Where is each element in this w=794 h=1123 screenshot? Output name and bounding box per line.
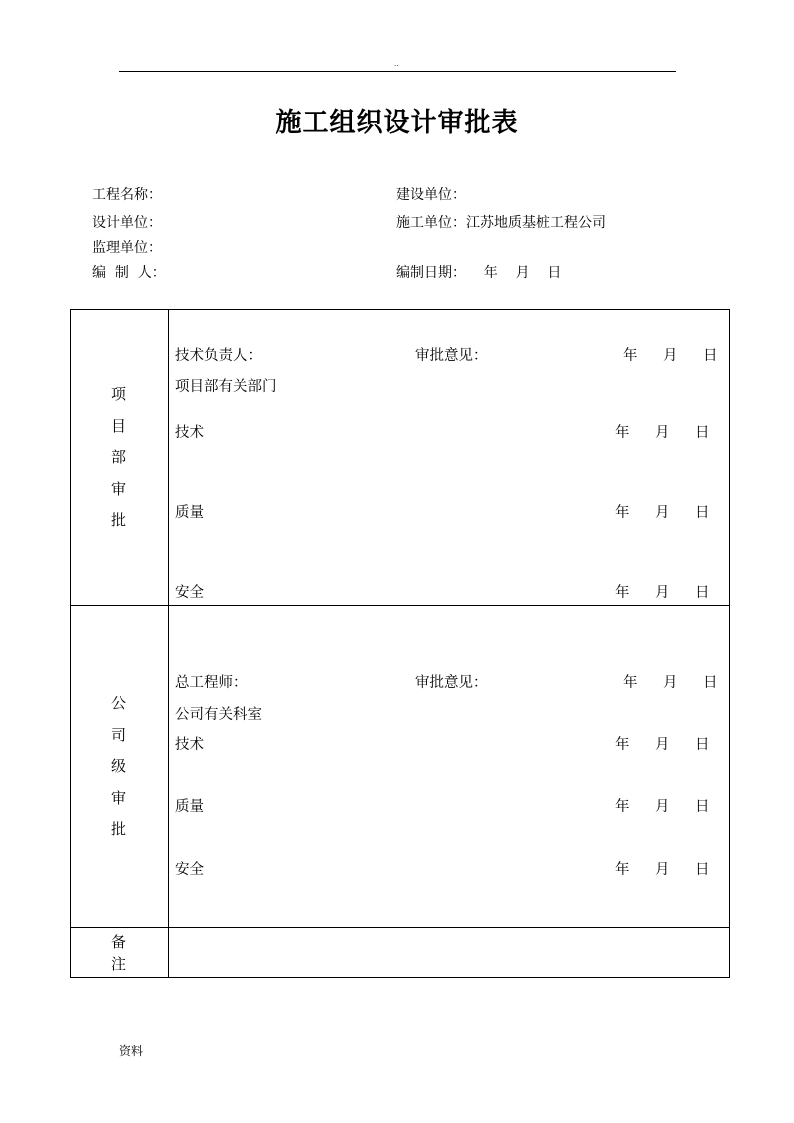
date-day: 日 [695, 505, 710, 521]
date-month: 月 [663, 348, 678, 364]
remarks-field[interactable] [169, 928, 729, 977]
construction-unit-label: 建设单位： [396, 187, 466, 203]
table-border-right [729, 309, 730, 978]
date-day: 日 [703, 675, 718, 691]
builder-unit-label: 施工单位：江苏地质基桩工程公司 [396, 215, 606, 231]
supervisor-unit-label: 监理单位： [92, 240, 162, 256]
table-border-bottom [70, 977, 730, 978]
page-title: 施工组织设计审批表 [275, 108, 519, 138]
date-day: 日 [695, 737, 710, 753]
date-month: 月 [655, 799, 670, 815]
company-dept-label: 公司有关科室 [175, 707, 262, 723]
company-section-char: 级 [111, 757, 127, 775]
compiler-label: 编 制 人： [92, 265, 166, 281]
date-year: 年 [615, 862, 630, 878]
table-border-left [70, 309, 71, 978]
tech-row-label: 技术 [175, 737, 204, 753]
header-rule [119, 71, 676, 72]
safety-row-label: 安全 [175, 585, 204, 601]
date-month: 月 [655, 862, 670, 878]
date-day: 日 [695, 425, 710, 441]
tech-lead-label: 技术负责人： [175, 348, 262, 364]
quality-row-label: 质量 [175, 799, 204, 815]
remarks-section-char: 注 [111, 955, 127, 973]
table-column-divider [168, 309, 169, 978]
table-border-top [70, 309, 730, 310]
date-month: 月 [663, 675, 678, 691]
date-day: 日 [703, 348, 718, 364]
safety-row-label: 安全 [175, 862, 204, 878]
date-month: 月 [655, 505, 670, 521]
date-year: 年 [615, 505, 630, 521]
project-dept-label: 项目部有关部门 [175, 379, 277, 395]
design-unit-label: 设计单位： [92, 215, 162, 231]
approval-opinion-label: 审批意见： [415, 675, 488, 691]
remarks-section-char: 备 [111, 933, 127, 951]
date-day: 日 [695, 862, 710, 878]
date-year: 年 [615, 585, 630, 601]
footer-note: 资料 [119, 1044, 144, 1058]
company-section-char: 司 [111, 726, 127, 744]
date-year: 年 [623, 675, 638, 691]
company-section-char: 审 [111, 789, 127, 807]
project-section-char: 审 [111, 480, 127, 498]
date-day: 日 [695, 799, 710, 815]
project-section-char: 批 [111, 511, 127, 529]
date-year: 年 [615, 737, 630, 753]
compile-date-label: 编制日期： 年 月 日 [396, 265, 562, 281]
header-marker: .. [394, 60, 399, 68]
chief-engineer-label: 总工程师： [175, 675, 248, 691]
project-section-char: 目 [111, 417, 127, 435]
tech-row-label: 技术 [175, 425, 204, 441]
date-month: 月 [655, 585, 670, 601]
date-year: 年 [615, 799, 630, 815]
table-row-divider [70, 605, 730, 606]
date-year: 年 [615, 425, 630, 441]
project-name-label: 工程名称： [92, 187, 162, 203]
date-day: 日 [695, 585, 710, 601]
company-section-char: 批 [111, 820, 127, 838]
approval-opinion-label: 审批意见： [415, 348, 488, 364]
project-section-char: 项 [111, 385, 127, 403]
date-year: 年 [623, 348, 638, 364]
project-section-char: 部 [111, 448, 127, 466]
date-month: 月 [655, 737, 670, 753]
date-month: 月 [655, 425, 670, 441]
quality-row-label: 质量 [175, 505, 204, 521]
company-section-char: 公 [111, 694, 127, 712]
